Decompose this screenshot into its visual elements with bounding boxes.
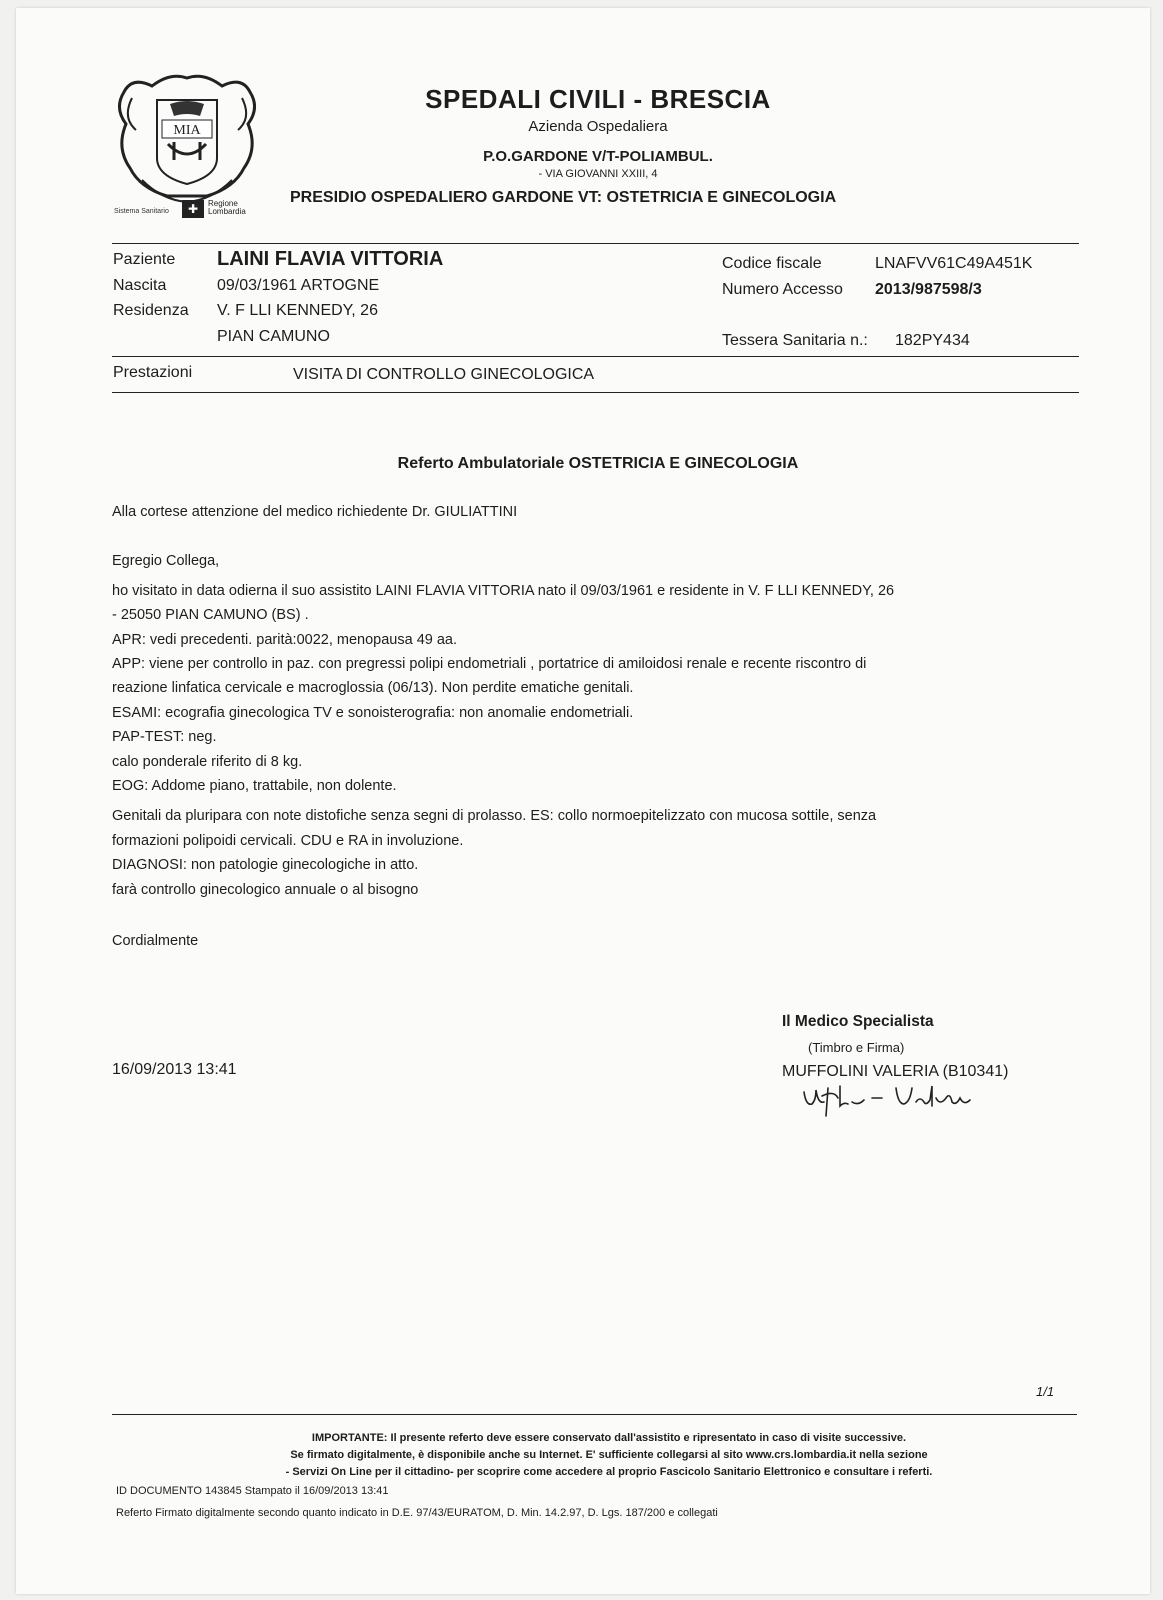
patient-name-label: Paziente — [113, 251, 176, 268]
attention-line: Alla cortese attenzione del medico richiedente Dr. GIULIATTINI — [112, 504, 518, 520]
logo-text: MIA — [173, 123, 201, 138]
region-system-label: Sistema Sanitario — [114, 208, 169, 215]
residence-line2: PIAN CAMUNO — [217, 328, 330, 345]
report-line: - 25050 PIAN CAMUNO (BS) . — [112, 607, 309, 623]
footer-notice-line2: Se firmato digitalmente, è disponibile anche su Internet. E' sufficiente collegarsi al sito www.crs.lombardia.it nella sezione — [290, 1449, 928, 1461]
report-line: reazione linfatica cervicale e macroglossia (06/13). Non perdite ematiche genitali. — [112, 680, 634, 696]
patient-name: LAINI FLAVIA VITTORIA — [217, 248, 444, 270]
report-line: formazioni polipoidi cervicali. CDU e RA in involuzione. — [112, 833, 464, 849]
divider — [112, 243, 1079, 244]
report-date: 16/09/2013 13:41 — [112, 1061, 237, 1078]
access-number-label: Numero Accesso — [722, 281, 843, 298]
report-line: ho visitato in data odierna il suo assistito LAINI FLAVIA VITTORIA nato il 09/03/1961 e residente in V. F LLI KENNEDY, 26 — [112, 583, 895, 599]
report-line: EOG: Addome piano, trattabile, non dolente. — [112, 778, 397, 794]
report-line: Genitali da pluripara con note distofiche senza segni di prolasso. ES: collo normoepitelizzato con mucosa sottile, senza — [112, 808, 877, 824]
birth-value: 09/03/1961 ARTOGNE — [217, 277, 380, 294]
report-line: ESAMI: ecografia ginecologica TV e sonoisterografia: non anomalie endometriali. — [112, 705, 634, 721]
footer-notice-line3: - Servizi On Line per il cittadino- per scoprire come accedere al proprio Fascicolo Sanitario Elettronico e consultare i referti. — [285, 1466, 933, 1478]
greeting: Egregio Collega, — [112, 553, 220, 569]
doctor-name: MUFFOLINI VALERIA (B10341) — [782, 1063, 1009, 1080]
health-card-value: 182PY434 — [895, 332, 970, 349]
divider — [112, 392, 1079, 393]
department-name: PRESIDIO OSPEDALIERO GARDONE VT: OSTETRICIA E GINECOLOGIA — [290, 189, 837, 206]
hospital-name: SPEDALI CIVILI - BRESCIA — [425, 84, 771, 114]
divider — [112, 1414, 1077, 1415]
report-line: calo ponderale riferito di 8 kg. — [112, 754, 303, 770]
residence-label: Residenza — [113, 302, 189, 319]
report-title: Referto Ambulatoriale OSTETRICIA E GINECOLOGIA — [397, 455, 799, 472]
document-page — [16, 8, 1150, 1594]
birth-label: Nascita — [113, 277, 167, 294]
hospital-subtitle: Azienda Ospedaliera — [528, 118, 668, 135]
residence-line1: V. F LLI KENNEDY, 26 — [217, 302, 378, 319]
report-line: PAP-TEST: neg. — [112, 729, 217, 745]
divider — [112, 356, 1079, 357]
signature-note: (Timbro e Firma) — [808, 1040, 905, 1055]
region-name-line2: Lombardia — [208, 207, 246, 216]
access-number-value: 2013/987598/3 — [875, 281, 982, 298]
report-line: DIAGNOSI: non patologie ginecologiche in atto. — [112, 857, 419, 873]
handwritten-signature — [800, 1080, 1000, 1120]
footer-notice-line1: IMPORTANTE: Il presente referto deve essere conservato dall'assistito e ripresentato in caso di visite successive. — [311, 1432, 907, 1444]
page-number: 1/1 — [1036, 1384, 1055, 1399]
hospital-address: - VIA GIOVANNI XXIII, 4 — [538, 168, 658, 180]
region-lombardia-mark — [112, 198, 272, 220]
legal-note: Referto Firmato digitalmente secondo quanto indicato in D.E. 97/43/EURATOM, D. Min. 14.2.97, D. Lgs. 187/200 e collegati — [116, 1507, 718, 1519]
tax-code-value: LNAFVV61C49A451K — [875, 255, 1033, 272]
report-line: farà controllo ginecologico annuale o al bisogno — [112, 882, 419, 898]
health-card-label: Tessera Sanitaria n.: — [722, 332, 868, 349]
region-name-line1: Regione — [208, 199, 238, 208]
region-logo-icon: ✚ — [182, 200, 204, 218]
hospital-unit: P.O.GARDONE V/T-POLIAMBUL. — [483, 148, 713, 165]
report-line: APP: viene per controllo in paz. con pregressi polipi endometriali , portatrice di amiloidosi renale e recente riscontro di — [112, 656, 867, 672]
report-line: APR: vedi precedenti. parità:0022, menopausa 49 aa. — [112, 632, 458, 648]
signature-title: Il Medico Specialista — [782, 1013, 934, 1030]
service-value: VISITA DI CONTROLLO GINECOLOGICA — [293, 366, 595, 383]
region-name — [208, 200, 246, 216]
document-id: ID DOCUMENTO 143845 Stampato il 16/09/2013 13:41 — [116, 1485, 389, 1497]
service-label: Prestazioni — [113, 364, 193, 381]
closing: Cordialmente — [112, 933, 199, 949]
tax-code-label: Codice fiscale — [722, 255, 822, 272]
